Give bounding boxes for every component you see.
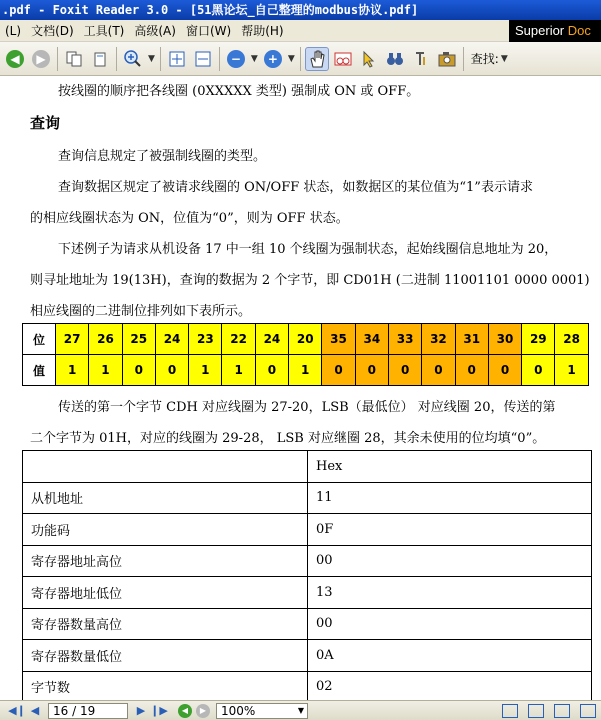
bit-cell: 28 [555,324,588,355]
menu-help[interactable]: 帮助(H) [241,23,284,38]
chevron-down-icon[interactable]: ▼ [250,53,258,64]
binoculars-icon [385,49,405,69]
bit-cell: 20 [289,324,322,355]
field-name-cell: 从机地址 [23,482,308,514]
brand-banner[interactable] [509,20,601,42]
value-cell: 0 [355,355,388,386]
text-line: 查询信息规定了被强制线圈的类型。 [58,149,267,164]
bit-cell: 32 [422,324,455,355]
fit-width-button[interactable] [191,47,215,71]
value-cell: 0 [522,355,555,386]
bit-cell: 22 [222,324,255,355]
menu-file[interactable]: (L) [5,23,22,38]
bit-cell: 24 [155,324,188,355]
value-cell: 1 [89,355,122,386]
fit-page-icon [168,50,186,68]
table-header-cell [23,451,308,483]
last-page-icon: ❙▶ [150,704,168,717]
table-header-row [23,451,592,483]
table-row [23,671,592,700]
table-header-cell: Hex [308,451,592,483]
text-line: 则寻址地址为 19(13H)，查询的数据为 2 个字节，即 CD01H (二进制 11001101 0000 0001) [30,273,590,288]
rotate-page-icon [91,50,109,68]
text-line: 的相应线圈状态为 ON，位值为“0”，则为 OFF 状态。 [30,211,349,226]
bit-cell: 35 [322,324,355,355]
text-line: 查询数据区规定了被请求线圈的 ON/OFF 状态，如数据区的某位值为“1”表示请求 [58,180,533,195]
bit-cell: 34 [355,324,388,355]
plus-icon: + [264,50,282,68]
value-cell: 0 [422,355,455,386]
chevron-down-icon[interactable]: ▼ [148,53,155,64]
table-row [23,608,592,640]
next-page-button[interactable] [132,703,150,719]
text-select-tool-button[interactable] [331,47,355,71]
chevron-down-icon[interactable]: ▼ [500,53,508,64]
single-page-view-button[interactable] [502,704,518,718]
find-label: 查找: [470,52,499,66]
minus-icon: − [227,50,245,68]
arrow-right-icon: ▶ [196,704,210,718]
text-line: 相应线圈的二进制位排列如下表所示。 [30,304,252,319]
hex-value-cell: 0F [308,514,592,546]
bit-cell: 27 [56,324,89,355]
value-cell: 1 [189,355,222,386]
hand-icon [307,49,327,69]
first-page-icon: ◀❙ [8,704,26,717]
value-cell: 1 [555,355,588,386]
typewriter-tool-button[interactable] [409,47,433,71]
cursor-arrow-icon [360,50,378,68]
bit-cell: 24 [255,324,288,355]
back-button[interactable] [3,47,27,71]
arrow-right-icon: ▶ [32,50,50,68]
toolbar-separator [463,47,464,71]
bit-cell: 26 [89,324,122,355]
chevron-down-icon[interactable]: ▼ [287,53,295,64]
value-cell: 0 [488,355,521,386]
toolbar-separator [219,47,220,71]
menu-advanced[interactable]: 高级(A) [134,23,176,38]
zoom-out-button[interactable] [224,47,248,71]
hex-value-cell: 00 [308,608,592,640]
text-line: 二个字节为 01H，对应的线圈为 29-28， LSB 对应继圈 28，其余未使用的位均填“0”。 [30,431,546,446]
field-name-cell: 寄存器地址高位 [23,545,308,577]
menu-document[interactable]: 文档(D) [31,23,74,38]
next-page-icon: ▶ [136,704,146,717]
prev-page-button[interactable] [26,703,44,719]
zoom-select[interactable] [216,703,308,719]
fit-width-icon [194,50,212,68]
value-row [23,355,589,386]
fit-page-button[interactable] [165,47,189,71]
value-cell: 0 [455,355,488,386]
toolbar-separator [116,47,117,71]
bit-cell: 25 [122,324,155,355]
menu-window[interactable]: 窗口(W) [185,23,232,38]
toolbar [0,42,601,76]
loupe-tool-button[interactable] [383,47,407,71]
copy-page-button[interactable] [62,47,86,71]
facing-view-button[interactable] [554,704,570,718]
zoom-in-tool-button[interactable] [121,47,145,71]
brand-text: Superior [515,22,568,38]
text-line: 按线圈的顺序把各线圈 (0XXXXX 类型) 强制成 ON 或 OFF。 [58,84,420,99]
hex-value-cell: 00 [308,545,592,577]
section-heading: 查询 [30,114,61,132]
page-number-input[interactable]: 16 / 19 [48,703,128,719]
bit-row-header: 位 [23,324,56,355]
arrow-left-icon: ◀ [6,50,24,68]
arrow-left-icon: ◀ [178,704,192,718]
value-cell: 1 [56,355,89,386]
value-row-header: 值 [23,355,56,386]
continuous-view-button[interactable] [528,704,544,718]
value-cell: 0 [255,355,288,386]
continuous-facing-view-button[interactable] [580,704,596,718]
hex-value-cell: 11 [308,482,592,514]
table-row [23,482,592,514]
magnifier-plus-icon [123,49,143,69]
status-bar [0,700,601,720]
snapshot-tool-button[interactable] [435,47,459,71]
hex-value-cell: 02 [308,671,592,700]
text-line: 传送的第一个字节 CDH 对应线圈为 27-20，LSB（最低位） 对应线圈 20，传送的第 [58,400,556,415]
hex-value-cell: 0A [308,640,592,672]
chevron-down-icon: ▼ [297,705,304,715]
forward-button[interactable] [29,47,53,71]
copy-page-icon [65,50,83,68]
select-tool-button[interactable] [357,47,381,71]
history-forward-button[interactable] [194,703,212,719]
camera-icon [437,49,457,69]
field-name-cell: 寄存器数量低位 [23,640,308,672]
last-page-button[interactable] [150,703,168,719]
value-cell: 0 [155,355,188,386]
text-cursor-icon [411,49,431,69]
table-row [23,545,592,577]
toolbar-separator [300,47,301,71]
table-row [23,640,592,672]
toolbar-separator [57,47,58,71]
value-cell: 0 [388,355,421,386]
toolbar-separator [160,47,161,71]
bit-table [22,323,589,386]
bit-row [23,324,589,355]
document-page[interactable] [0,76,601,700]
value-cell: 1 [222,355,255,386]
bit-cell: 33 [388,324,421,355]
bit-cell: 31 [455,324,488,355]
bit-cell: 23 [189,324,222,355]
hex-value-cell: 13 [308,577,592,609]
field-name-cell: 寄存器数量高位 [23,608,308,640]
value-cell: 0 [122,355,155,386]
value-cell: 1 [289,355,322,386]
zoom-value: 100% [221,703,256,718]
table-row [23,514,592,546]
field-name-cell: 字节数 [23,671,308,700]
rotate-page-button[interactable] [88,47,112,71]
first-page-button[interactable] [8,703,26,719]
history-back-button[interactable] [176,703,194,719]
zoom-in-button[interactable] [261,47,285,71]
text-line: 下述例子为请求从机设备 17 中一组 10 个线圈为强制状态，起始线圈信息地址为 20， [58,242,558,257]
field-name-cell: 功能码 [23,514,308,546]
prev-page-icon: ◀ [30,704,40,717]
table-row [23,577,592,609]
value-cell: 0 [322,355,355,386]
field-name-cell: 寄存器地址低位 [23,577,308,609]
hand-tool-button[interactable] [305,47,329,71]
view-mode-group [497,704,601,718]
brand-accent: Doc [567,22,591,38]
glasses-icon [333,49,353,69]
window-title: .pdf - Foxit Reader 3.0 - [51黑论坛_自己整理的modbus协议.pdf] [0,0,601,20]
menu-bar [0,20,601,42]
bit-cell: 29 [522,324,555,355]
menu-tools[interactable]: 工具(T) [83,23,125,38]
bit-cell: 30 [488,324,521,355]
register-table [22,450,592,700]
